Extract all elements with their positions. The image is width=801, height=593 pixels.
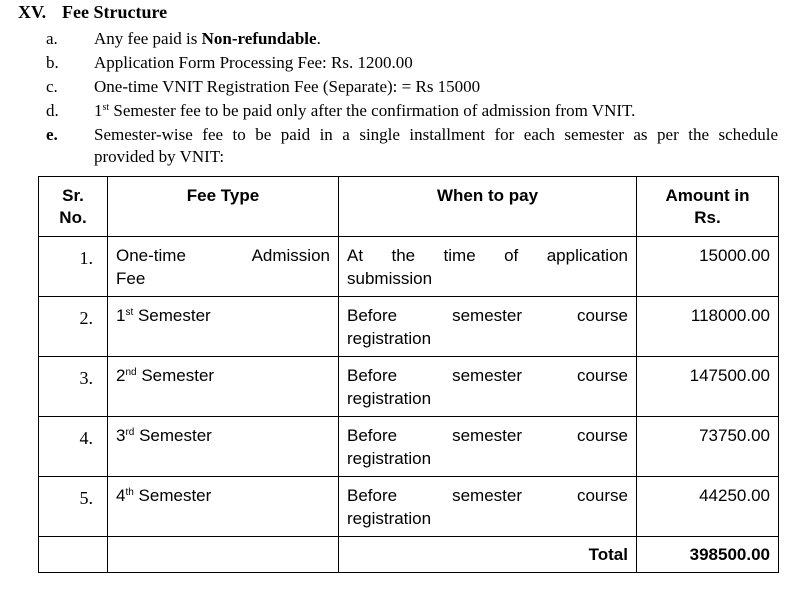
list-text-line1: Semester-wise fee to be paid in a single installment for each semester as per the schedule — [94, 125, 778, 144]
list-label: c. — [46, 77, 58, 96]
cell-empty — [108, 537, 339, 573]
when-line2: registration — [347, 389, 432, 408]
when-line1: Before semester course — [347, 486, 628, 505]
fee-table — [38, 176, 779, 573]
when-line2: registration — [347, 449, 432, 468]
when-line2: registration — [347, 329, 432, 348]
cell-fee-type: 3rd Semester — [108, 417, 339, 477]
when-line1: Before semester course — [347, 366, 628, 385]
cell-fee-type: 4th Semester — [108, 477, 339, 537]
header-fee-type: Fee Type — [108, 177, 339, 237]
cell-sr: 1. — [39, 237, 108, 297]
ordinal-suffix: rd — [125, 427, 135, 438]
header-sr-line1: Sr. — [62, 186, 84, 205]
list-text: One-time VNIT Registration Fee (Separate): = Rs 15000 — [94, 77, 481, 96]
when-line1: Before semester course — [347, 426, 628, 445]
list-label: a. — [46, 29, 58, 48]
cell-amount: 44250.00 — [637, 477, 779, 537]
cell-amount: 118000.00 — [637, 297, 779, 357]
ordinal-number: 1 — [94, 101, 103, 120]
list-text: Semester fee to be paid only after the confirmation of admission from VNIT. — [109, 101, 636, 120]
total-amount: 398500.00 — [637, 537, 779, 573]
total-label: Total — [339, 537, 637, 573]
table-row — [39, 477, 779, 537]
cell-amount: 15000.00 — [637, 237, 779, 297]
table-total-row — [39, 537, 779, 573]
header-when-to-pay: When to pay — [339, 177, 637, 237]
header-amount-line1: Amount in — [665, 186, 750, 205]
table-row — [39, 297, 779, 357]
ordinal-suffix: th — [125, 487, 134, 498]
section-number: XV. — [18, 2, 47, 22]
cell-fee-type — [108, 237, 339, 297]
ordinal-suffix: nd — [125, 367, 137, 378]
cell-fee-type: 2nd Semester — [108, 357, 339, 417]
header-amount-line2: Rs. — [694, 208, 721, 227]
fee-type-word: One-time — [116, 246, 186, 265]
cell-fee-type: 1st Semester — [108, 297, 339, 357]
section-title: Fee Structure — [62, 2, 168, 22]
list-text-line2: provided by VNIT: — [94, 147, 225, 166]
table-row — [39, 357, 779, 417]
fee-type-line2: Fee — [116, 269, 146, 288]
table-row — [39, 237, 779, 297]
cell-when-to-pay — [339, 237, 637, 297]
list-text: Any fee paid is — [94, 29, 202, 48]
when-line1: At the time of application — [347, 246, 628, 265]
cell-sr: 5. — [39, 477, 108, 537]
table-header-row — [39, 177, 779, 237]
cell-sr: 3. — [39, 357, 108, 417]
list-label: d. — [46, 101, 59, 120]
emphasis-text: Non-refundable — [201, 29, 317, 48]
cell-amount: 147500.00 — [637, 357, 779, 417]
list-label: b. — [46, 53, 59, 72]
list-label: e. — [46, 125, 58, 144]
section-heading — [18, 2, 167, 23]
cell-sr: 2. — [39, 297, 108, 357]
table-row — [39, 417, 779, 477]
cell-when-to-pay — [339, 357, 637, 417]
ordinal-suffix: st — [102, 102, 110, 113]
cell-amount: 73750.00 — [637, 417, 779, 477]
list-text-end: . — [316, 29, 321, 48]
cell-when-to-pay — [339, 417, 637, 477]
cell-sr: 4. — [39, 417, 108, 477]
cell-when-to-pay — [339, 477, 637, 537]
cell-when-to-pay — [339, 297, 637, 357]
ordinal-suffix: st — [125, 307, 134, 318]
cell-empty — [39, 537, 108, 573]
when-line1: Before semester course — [347, 306, 628, 325]
header-sr-line2: No. — [59, 208, 87, 227]
fee-type-word: Admission — [251, 246, 330, 265]
list-text: Application Form Processing Fee: Rs. 1200.00 — [94, 53, 413, 72]
when-line2: registration — [347, 509, 432, 528]
header-amount — [637, 177, 779, 237]
when-line2: submission — [347, 269, 433, 288]
list-item-e — [46, 124, 778, 168]
header-sr-no — [39, 177, 108, 237]
